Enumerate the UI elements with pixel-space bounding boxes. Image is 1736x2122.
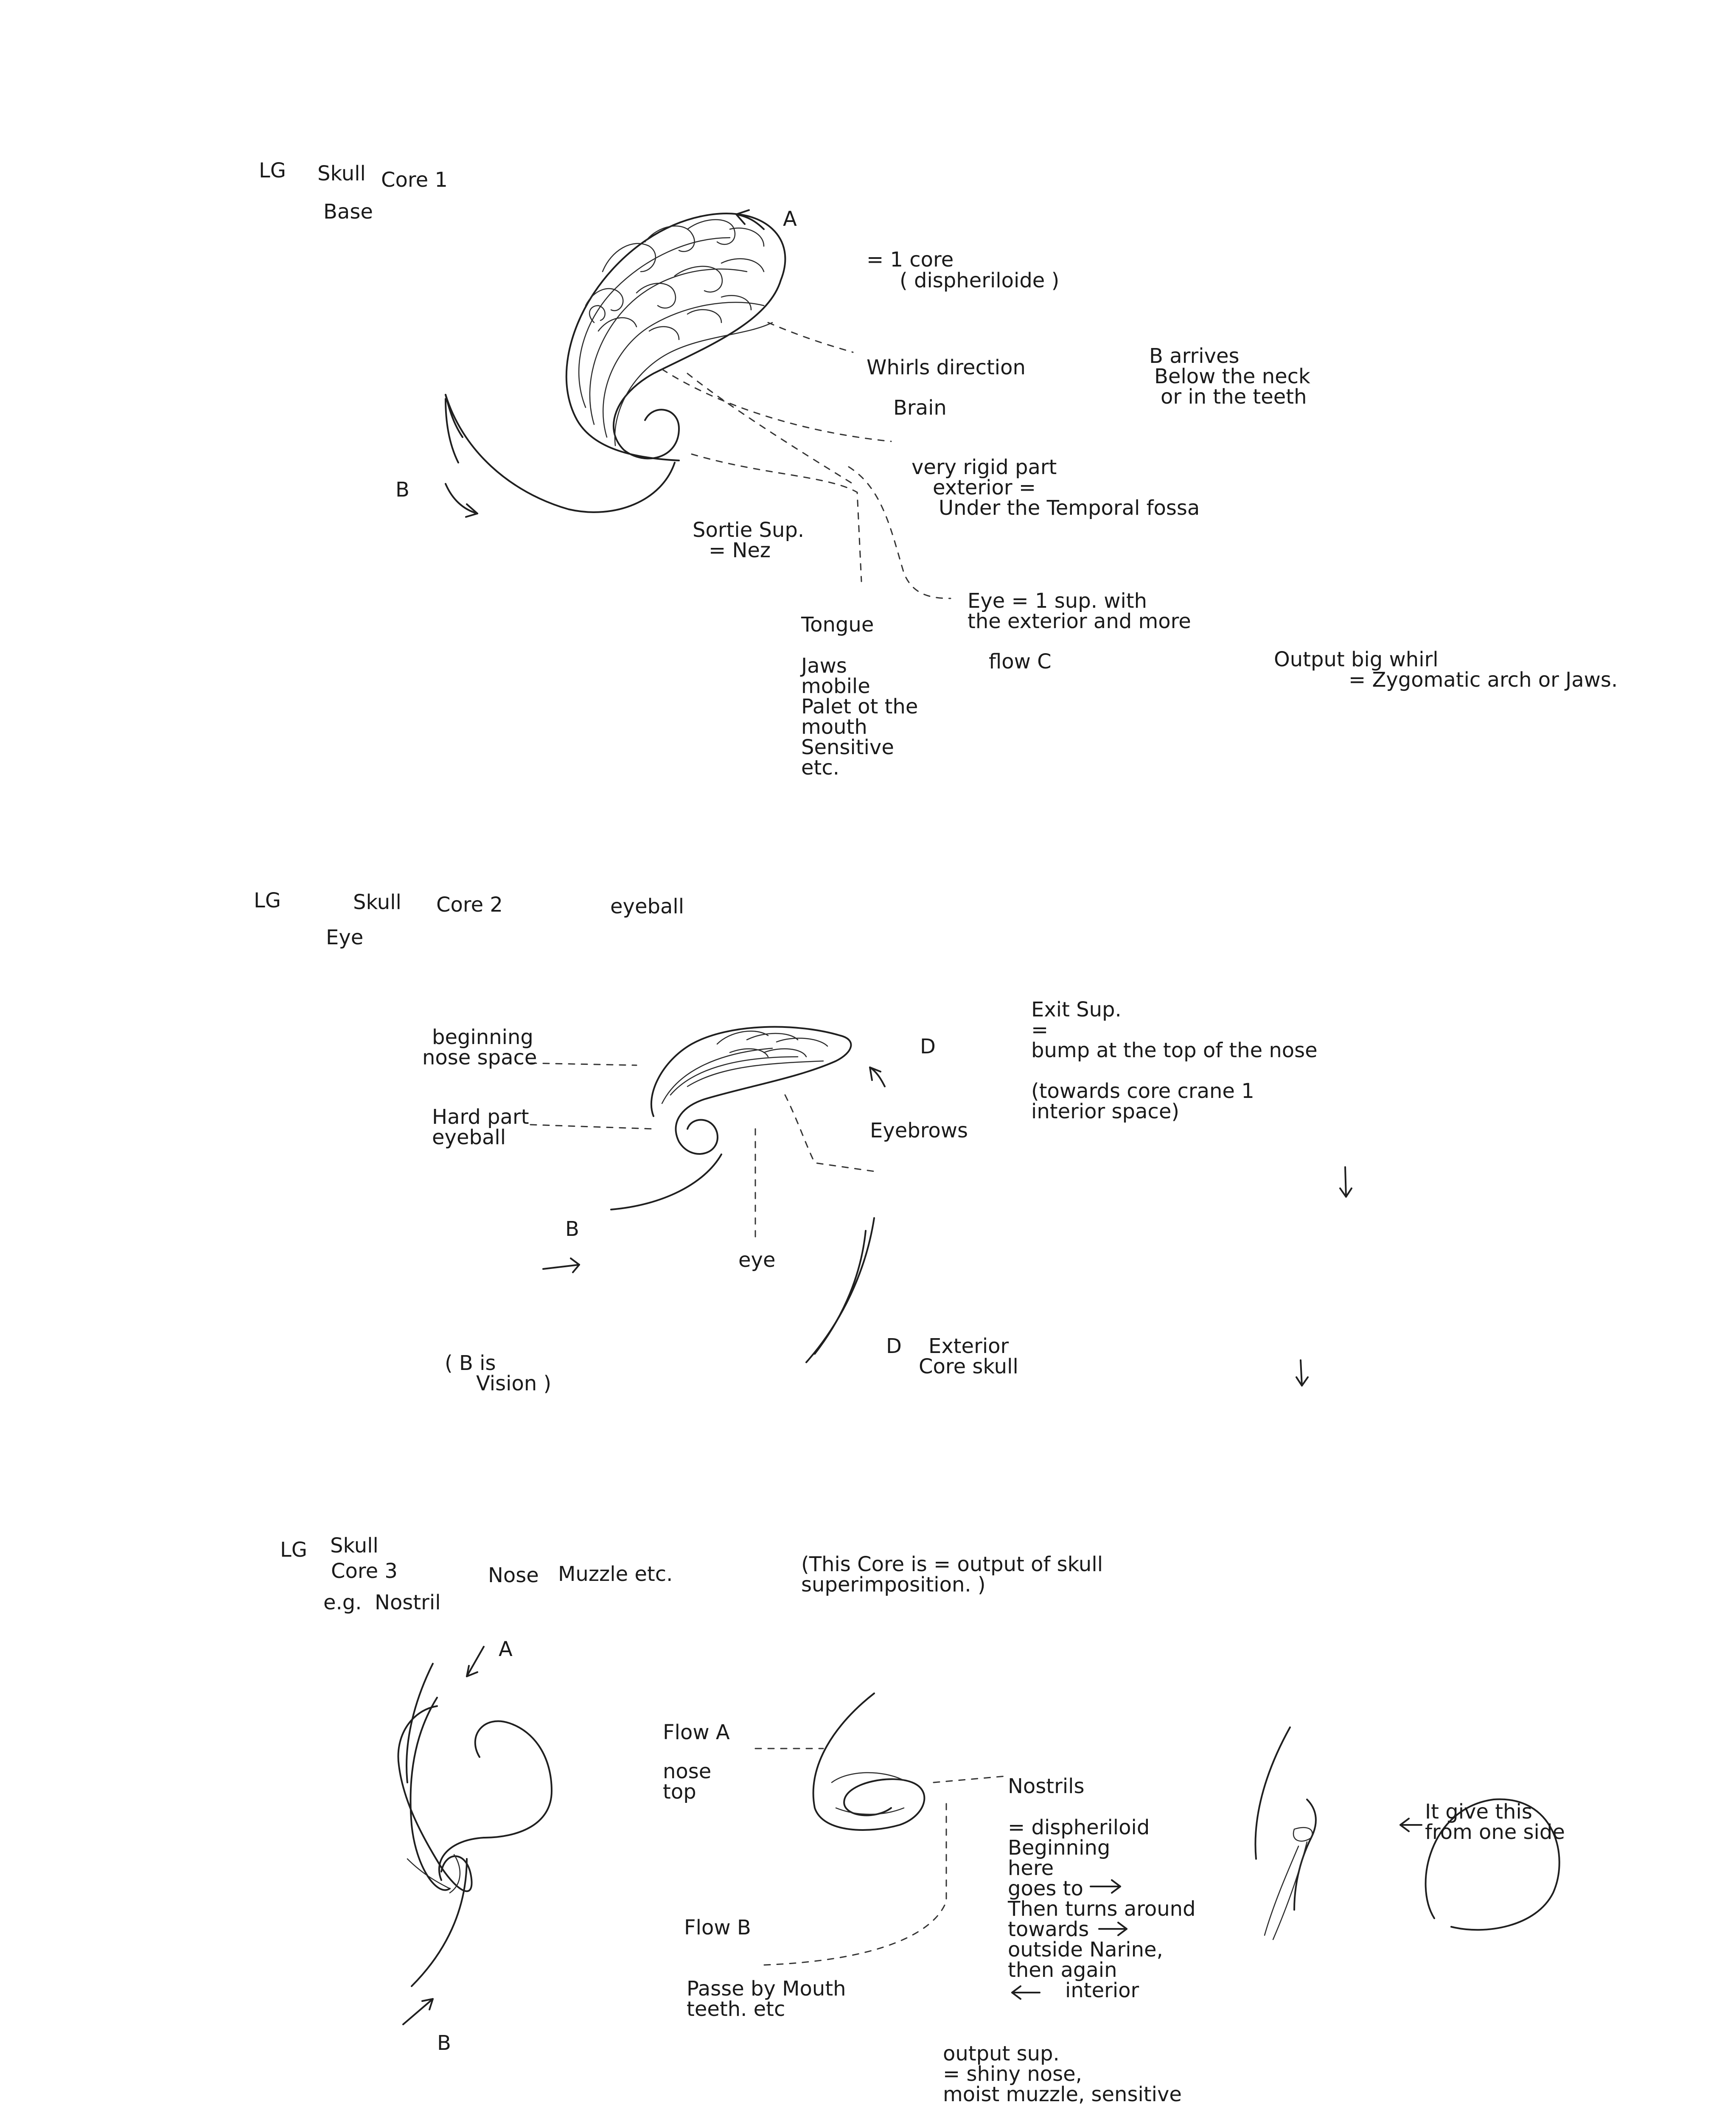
s3-desc-8: then again (1008, 1958, 1117, 1982)
s2-eyeball-label: eyeball (610, 895, 684, 918)
s1-core-eq: = 1 core (867, 248, 954, 272)
s3-desc-5: Then turns around (1008, 1897, 1196, 1921)
s2-hard-2: eyeball (432, 1126, 506, 1149)
s2-exterior-1: Exterior (928, 1334, 1009, 1358)
s3-skull-label: Skull (330, 1534, 379, 1558)
s3-desc-4: goes to (1008, 1877, 1083, 1900)
s2-d2-label: D (886, 1334, 902, 1358)
s2-core-label: Core 2 (436, 893, 503, 917)
s3-a-label: A (499, 1637, 513, 1661)
s1-core-label: Core 1 (381, 168, 448, 192)
s3-side-2: from one side (1425, 1820, 1565, 1844)
s1-jaws-2: mobile (801, 674, 870, 698)
s3-passe-2: teeth. etc (687, 1997, 785, 2021)
s3-side-1: It give this (1425, 1800, 1532, 1824)
s2-eye-sub-label: Eye (326, 926, 364, 949)
s2-exit-1: Exit Sup. (1031, 998, 1122, 1022)
s1-b-arrives-1: B arrives (1149, 344, 1240, 368)
s3-desc-1: = dispheriloid (1008, 1816, 1150, 1839)
s3-this-core-2: superimposition. ) (801, 1573, 986, 1597)
s3-nose-label: Nose (488, 1563, 539, 1587)
s1-b-label: B (395, 478, 409, 502)
s3-nose-top-2: top (663, 1780, 696, 1804)
s3-nostrils-label: Nostrils (1008, 1774, 1085, 1798)
s3-output-3: moist muzzle, sensitive (943, 2083, 1182, 2106)
s3-b-label: B (437, 2031, 451, 2055)
s1-jaws-6: etc. (801, 756, 839, 780)
s2-hard-1: Hard part (432, 1105, 529, 1129)
s2-beginning-2: nose space (422, 1046, 537, 1069)
s3-desc-2: Beginning (1008, 1836, 1111, 1860)
s3-desc-6: towards (1008, 1917, 1089, 1941)
s3-passe-1: Passe by Mouth (687, 1977, 846, 2001)
s1-sortie-2: = Nez (709, 539, 771, 562)
core3-nostril-drawing (398, 1647, 1559, 2024)
s2-bvision-1: ( B is (445, 1351, 496, 1375)
s3-nose-top-1: nose (663, 1760, 712, 1783)
s1-b-arrives-3: or in the teeth (1161, 385, 1307, 409)
s1-jaws-5: Sensitive (801, 735, 894, 759)
s2-exterior-2: Core skull (919, 1355, 1018, 1378)
s2-eyebrows-label: Eyebrows (870, 1119, 968, 1142)
s1-jaws-1: Jaws (801, 654, 847, 678)
s2-towards-2: interior space) (1031, 1100, 1180, 1123)
s1-jaws-4: mouth (801, 715, 867, 739)
s1-core-name: ( dispheriloide ) (900, 269, 1060, 292)
s1-rigid-3: Under the Temporal fossa (939, 496, 1200, 520)
s3-eg-label: e.g. Nostril (323, 1591, 441, 1614)
s3-flow-a-label: Flow A (663, 1721, 730, 1744)
s2-lg-label: LG (254, 889, 281, 912)
s3-output-2: = shiny nose, (943, 2062, 1082, 2086)
s2-skull-label: Skull (353, 890, 401, 914)
s1-flow-c-label: flow C (989, 650, 1052, 674)
s1-rigid-1: very rigid part (911, 455, 1057, 479)
s1-eye-1: Eye = 1 sup. with (968, 589, 1147, 613)
s3-muzzle-label: Muzzle etc. (558, 1562, 673, 1586)
s3-output-1: output sup. (943, 2042, 1060, 2066)
s2-b-label: B (565, 1217, 579, 1241)
s1-tongue-label: Tongue (801, 613, 874, 637)
s1-a-label: A (783, 207, 797, 231)
s3-core-label: Core 3 (331, 1559, 398, 1583)
s1-jaws-3: Palet ot the (801, 695, 918, 719)
s1-sortie-1: Sortie Sup. (693, 518, 805, 542)
s2-bvision-2: Vision ) (476, 1372, 552, 1395)
s3-desc-3: here (1008, 1856, 1054, 1880)
s3-desc-7: outside Narine, (1008, 1938, 1163, 1962)
s1-output-2: = Zygomatic arch or Jaws. (1349, 668, 1618, 692)
s1-skull-label: Skull (317, 162, 366, 185)
s3-lg-label: LG (280, 1538, 307, 1562)
s1-whirls-label: Whirls direction (867, 356, 1026, 379)
s1-eye-2: the exterior and more (968, 609, 1191, 633)
s1-brain-label: Brain (893, 396, 947, 420)
s1-base-label: Base (323, 200, 373, 224)
s1-rigid-2: exterior = (933, 476, 1036, 500)
s1-output-1: Output big whirl (1274, 648, 1439, 671)
s1-lg-label: LG (259, 159, 286, 182)
s2-exit-3: bump at the top of the nose (1031, 1039, 1318, 1062)
s2-exit-2: = (1031, 1018, 1049, 1042)
s3-this-core-1: (This Core is = output of skull (801, 1552, 1103, 1576)
s2-eye-label: eye (738, 1248, 776, 1272)
s1-b-arrives-2: Below the neck (1154, 365, 1310, 388)
s2-towards-1: (towards core crane 1 (1031, 1079, 1254, 1103)
s2-beginning-1: beginning (432, 1025, 533, 1049)
s2-d-label: D (920, 1035, 936, 1058)
s3-flow-b-label: Flow B (684, 1916, 751, 1940)
s3-desc-9: interior (1065, 1979, 1139, 2002)
